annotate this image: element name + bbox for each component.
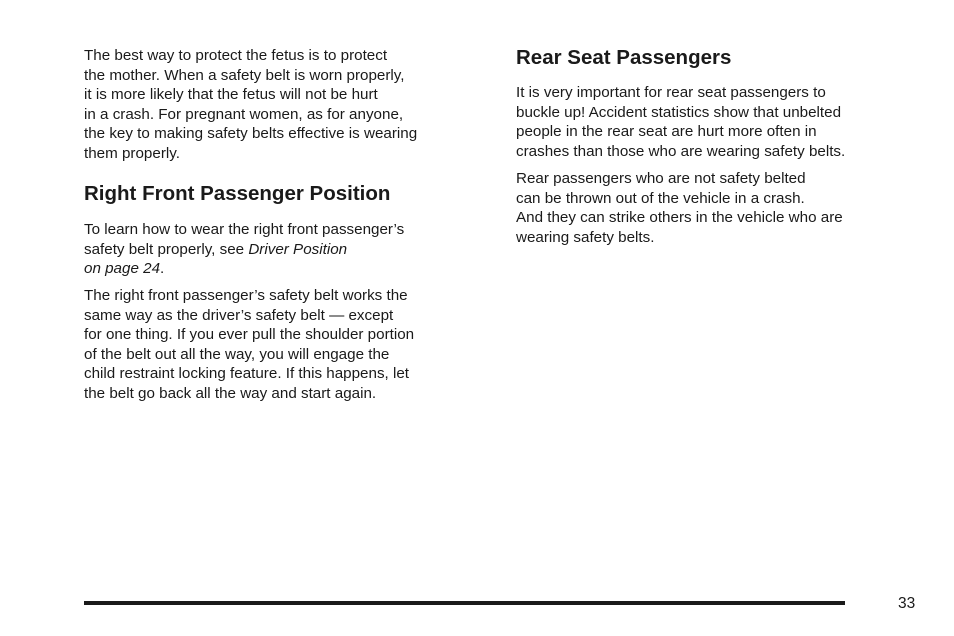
text-line: buckle up! Accident statistics show that unbelted xyxy=(516,103,842,121)
text-line: can be thrown out of the vehicle in a crash. xyxy=(516,189,805,207)
text-line: of the belt out all the way, you will engage the xyxy=(84,345,390,363)
fetus-protection-paragraph xyxy=(84,46,417,163)
text-line: wearing safety belts. xyxy=(516,228,655,246)
learn-wear-belt-paragraph xyxy=(84,220,404,279)
text-line: same way as the driver’s safety belt — except xyxy=(84,306,394,324)
text-line: people in the rear seat are hurt more often in xyxy=(516,123,817,140)
text-line: crashes than those who are wearing safety belts. xyxy=(516,142,846,160)
text-line: The right front passenger’s safety belt works the xyxy=(84,287,408,304)
text-line: And they can strike others in the vehicle who are xyxy=(516,209,843,226)
footer-rule xyxy=(84,601,845,605)
rear-seat-passengers-heading: Rear Seat Passengers xyxy=(516,46,732,69)
text-line: the mother. When a safety belt is worn properly, xyxy=(84,66,405,84)
right-front-passenger-heading: Right Front Passenger Position xyxy=(84,182,391,205)
text-line: in a crash. For pregnant women, as for anyone, xyxy=(84,105,404,123)
text-line xyxy=(84,259,404,279)
text-line: It is very important for rear seat passengers to xyxy=(516,84,826,101)
learn-text: safety belt properly, see xyxy=(84,240,249,258)
belt-works-paragraph xyxy=(84,286,414,403)
text-line: for one thing. If you ever pull the shoulder portion xyxy=(84,326,415,343)
rear-buckle-up-paragraph xyxy=(516,83,845,161)
text-line: the key to making safety belts effective is wearing xyxy=(84,125,418,142)
sentence-end: . xyxy=(160,260,165,277)
text-line: To learn how to wear the right front passenger’s xyxy=(84,221,405,238)
text-line: The best way to protect the fetus is to protect xyxy=(84,47,388,64)
text-line xyxy=(84,240,404,260)
page-number: 33 xyxy=(898,595,916,612)
text-line: Rear passengers who are not safety belted xyxy=(516,170,806,187)
rear-thrown-out-paragraph xyxy=(516,169,843,247)
text-line: it is more likely that the fetus will not be hurt xyxy=(84,86,378,103)
text-line: child restraint locking feature. If this happens, let xyxy=(84,365,410,382)
text-line: the belt go back all the way and start again. xyxy=(84,384,377,402)
page-reference-link[interactable]: on page 24 xyxy=(84,260,161,277)
driver-position-link[interactable]: Driver Position xyxy=(248,240,348,258)
text-line: them properly. xyxy=(84,144,180,162)
